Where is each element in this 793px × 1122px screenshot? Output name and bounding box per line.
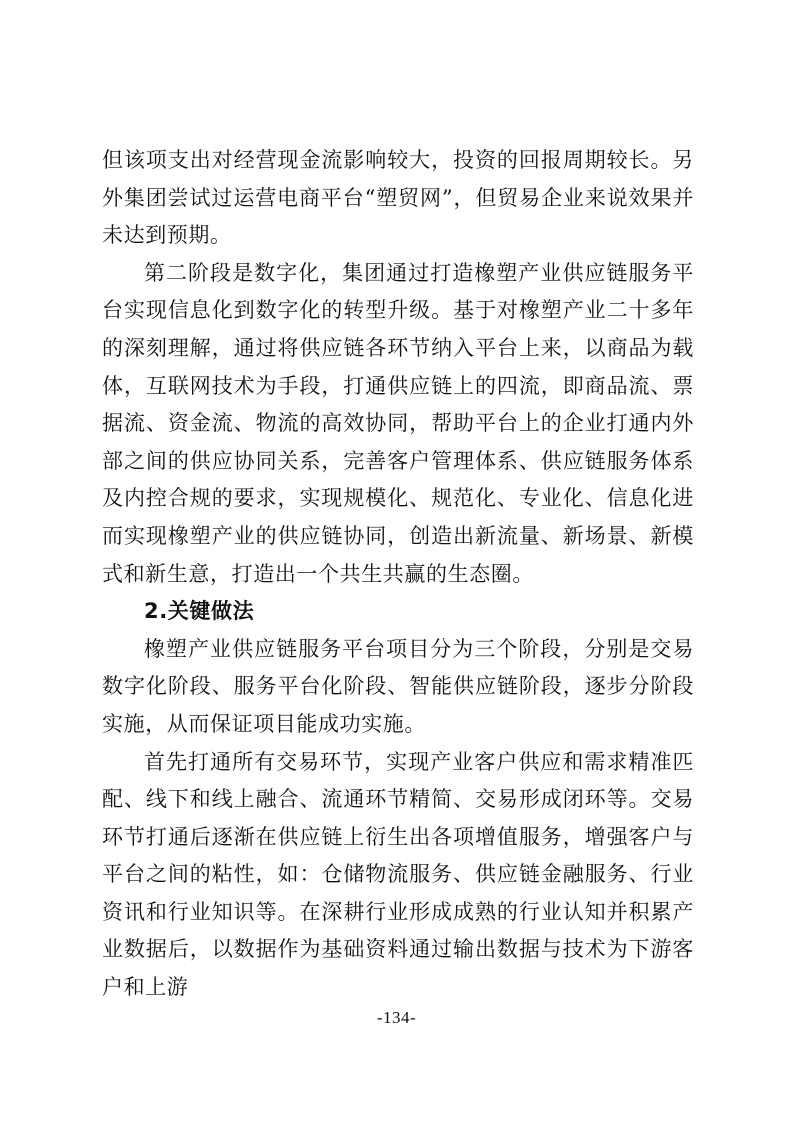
paragraph-2: 第二阶段是数字化，集团通过打造橡塑产业供应链服务平台实现信息化到数字化的转型升级。基于对橡塑产业二十多年的深刻理解，通过将供应链各环节纳入平台上来，以商品为载体，互联网技术为手段，打通供应链上的四流，即商品流、票据流、资金流、物流的高效协同，帮助平台上的企业打通内外部之间的供应协同关系，完善客户管理体系、供应链服务体系及内控合规的要求，实现规模化、规范化、专业化、信息化进而实现橡塑产业的供应链协同，创造出新流量、新场景、新模式和新生意，打造出一个共生共赢的生态圈。 <box>102 260 694 586</box>
paragraph-4: 首先打通所有交易环节，实现产业客户供应和需求精准匹配、线下和线上融合、流通环节精简、交易形成闭环等。交易环节打通后逐渐在供应链上衍生出各项增值服务，增强客户与平台之间的粘性，如：仓储物流服务、供应链金融服务、行业资讯和行业知识等。在深耕行业形成成熟的行业认知并积累产业数据后，以数据作为基础资料通过输出数据与技术为下游客户和上游 <box>102 749 694 1000</box>
paragraph-1: 但该项支出对经营现金流影响较大，投资的回报周期较长。另外集团尝试过运营电商平台“塑贸网”，但贸易企业来说效果并未达到预期。 <box>102 148 694 248</box>
page-number: -134- <box>376 1008 417 1027</box>
paragraph-3: 橡塑产业供应链服务平台项目分为三个阶段，分别是交易数字化阶段、服务平台化阶段、智能供应链阶段，逐步分阶段实施，从而保证项目能成功实施。 <box>102 636 694 736</box>
section-heading: 2.关键做法 <box>144 599 255 624</box>
body-text <box>102 142 694 1007</box>
